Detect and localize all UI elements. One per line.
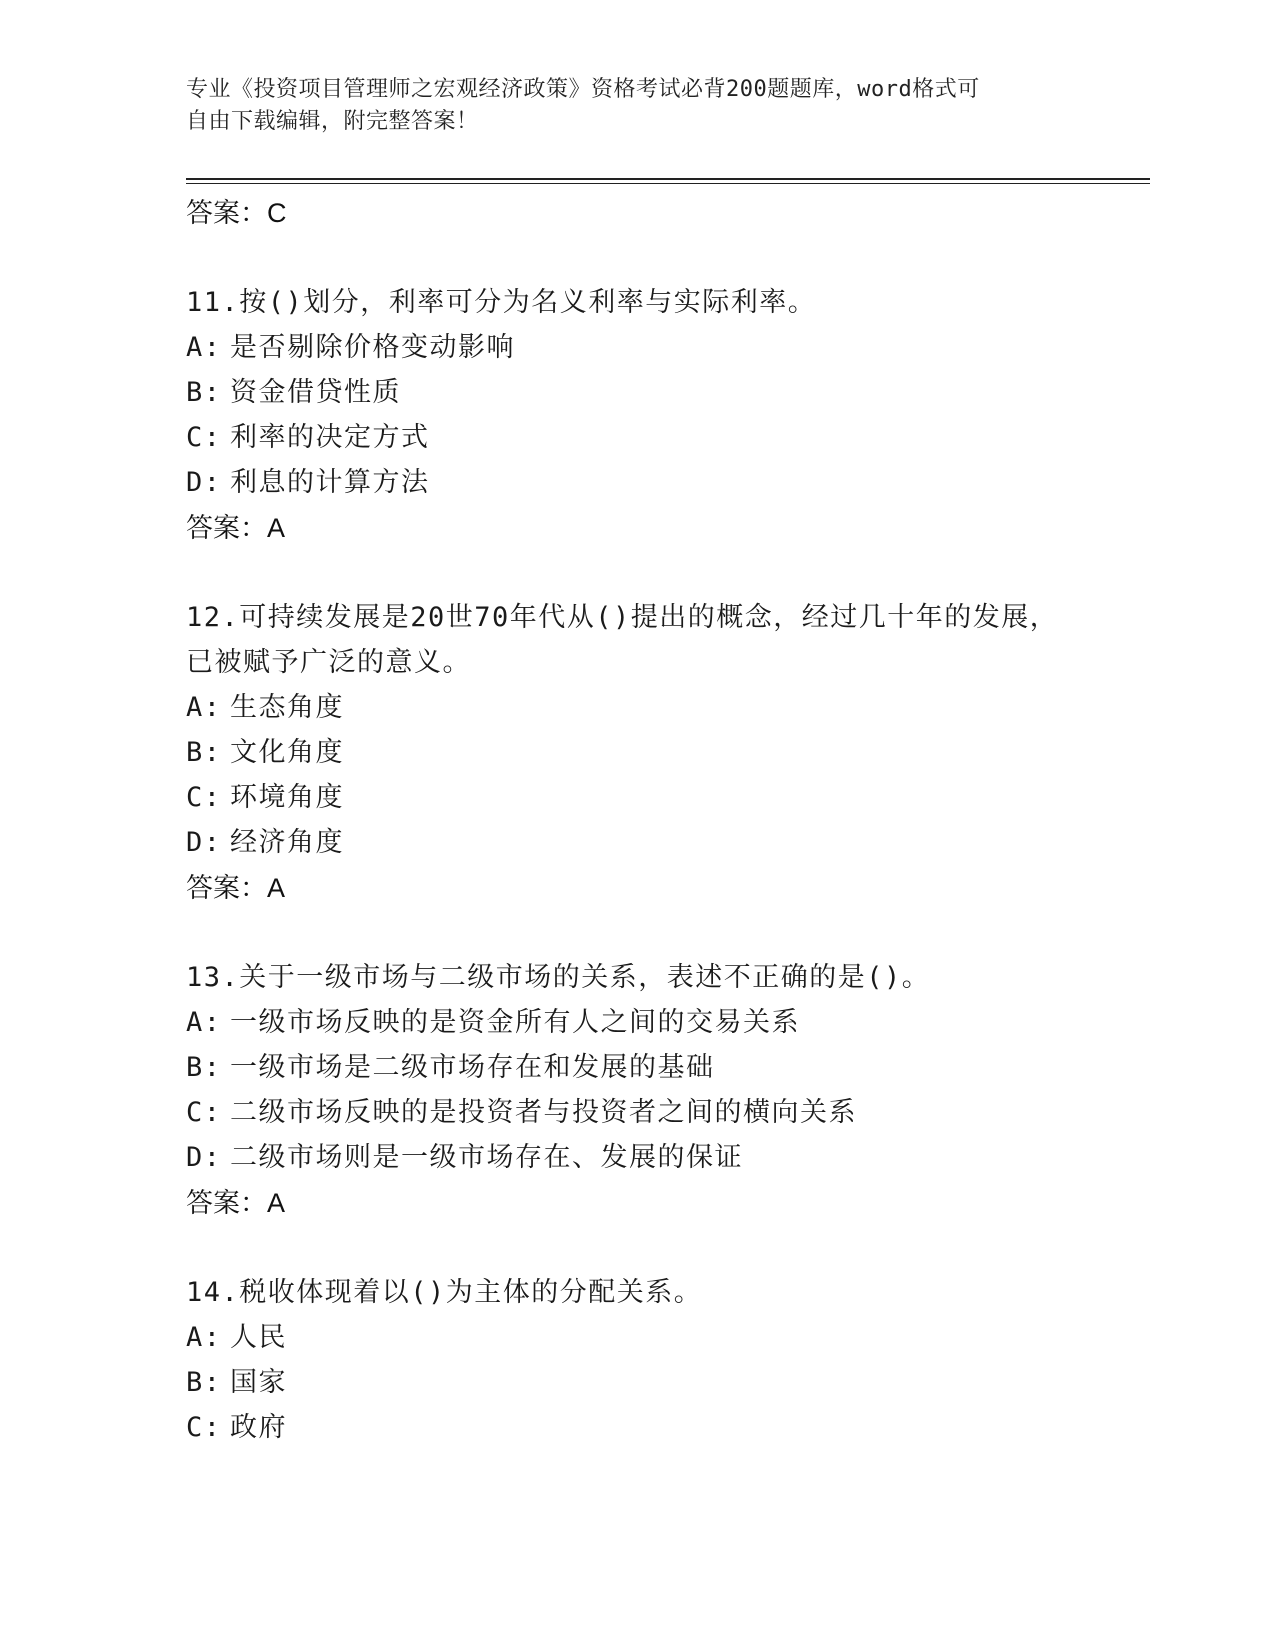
option-b <box>186 1360 1086 1405</box>
header-divider <box>186 178 1150 184</box>
option-c <box>186 1090 1086 1135</box>
option-text: 资金借贷性质 <box>230 377 401 408</box>
question-list <box>186 190 1086 1450</box>
option-letter: C: <box>186 1097 222 1128</box>
header-title-line-1: 专业《投资项目管理师之宏观经济政策》资格考试必背200题题库，word格式可 <box>186 77 980 102</box>
question-block <box>186 955 1086 1226</box>
option-c <box>186 415 1086 460</box>
option-text: 国家 <box>230 1367 287 1398</box>
answer-line: 答案：A <box>186 873 286 903</box>
option-letter: A: <box>186 692 222 723</box>
option-c <box>186 1405 1086 1450</box>
option-text: 政府 <box>230 1412 287 1443</box>
header-title-line-2: 自由下载编辑，附完整答案！ <box>186 109 479 134</box>
option-text: 文化角度 <box>230 737 344 768</box>
option-b <box>186 1045 1086 1090</box>
option-d <box>186 820 1086 865</box>
question-block <box>186 280 1086 551</box>
option-b <box>186 730 1086 775</box>
option-letter: C: <box>186 782 222 813</box>
question-stem: 12.可持续发展是20世70年代从()提出的概念，经过几十年的发展， <box>186 602 1059 633</box>
option-letter: A: <box>186 1007 222 1038</box>
document-header <box>186 74 1066 138</box>
option-text: 一级市场是二级市场存在和发展的基础 <box>230 1052 715 1083</box>
question-stem-continued: 已被赋予广泛的意义。 <box>186 647 471 678</box>
option-a <box>186 325 1086 370</box>
option-letter: B: <box>186 1367 222 1398</box>
option-letter: D: <box>186 827 222 858</box>
question-stem: 13.关于一级市场与二级市场的关系，表述不正确的是()。 <box>186 962 931 993</box>
option-letter: B: <box>186 377 222 408</box>
option-letter: B: <box>186 737 222 768</box>
option-text: 经济角度 <box>230 827 344 858</box>
question-block <box>186 1270 1086 1450</box>
option-letter: D: <box>186 467 222 498</box>
option-text: 人民 <box>230 1322 287 1353</box>
option-d <box>186 1135 1086 1180</box>
option-text: 利率的决定方式 <box>230 422 430 453</box>
answer-line: 答案：C <box>186 198 287 228</box>
option-text: 一级市场反映的是资金所有人之间的交易关系 <box>230 1007 800 1038</box>
option-letter: D: <box>186 1142 222 1173</box>
option-a <box>186 1315 1086 1360</box>
option-letter: C: <box>186 1412 222 1443</box>
option-c <box>186 775 1086 820</box>
question-stem: 11.按()划分，利率可分为名义利率与实际利率。 <box>186 287 817 318</box>
option-text: 环境角度 <box>230 782 344 813</box>
option-letter: B: <box>186 1052 222 1083</box>
question-block <box>186 595 1086 911</box>
option-text: 生态角度 <box>230 692 344 723</box>
option-a <box>186 685 1086 730</box>
option-text: 是否剔除价格变动影响 <box>230 332 515 363</box>
option-d <box>186 460 1086 505</box>
option-letter: A: <box>186 1322 222 1353</box>
option-text: 二级市场反映的是投资者与投资者之间的横向关系 <box>230 1097 857 1128</box>
option-letter: A: <box>186 332 222 363</box>
option-b <box>186 370 1086 415</box>
option-text: 利息的计算方法 <box>230 467 430 498</box>
option-text: 二级市场则是一级市场存在、发展的保证 <box>230 1142 743 1173</box>
answer-line: 答案：A <box>186 1188 286 1218</box>
answer-line: 答案：A <box>186 513 286 543</box>
option-a <box>186 1000 1086 1045</box>
option-letter: C: <box>186 422 222 453</box>
question-stem: 14.税收体现着以()为主体的分配关系。 <box>186 1277 703 1308</box>
